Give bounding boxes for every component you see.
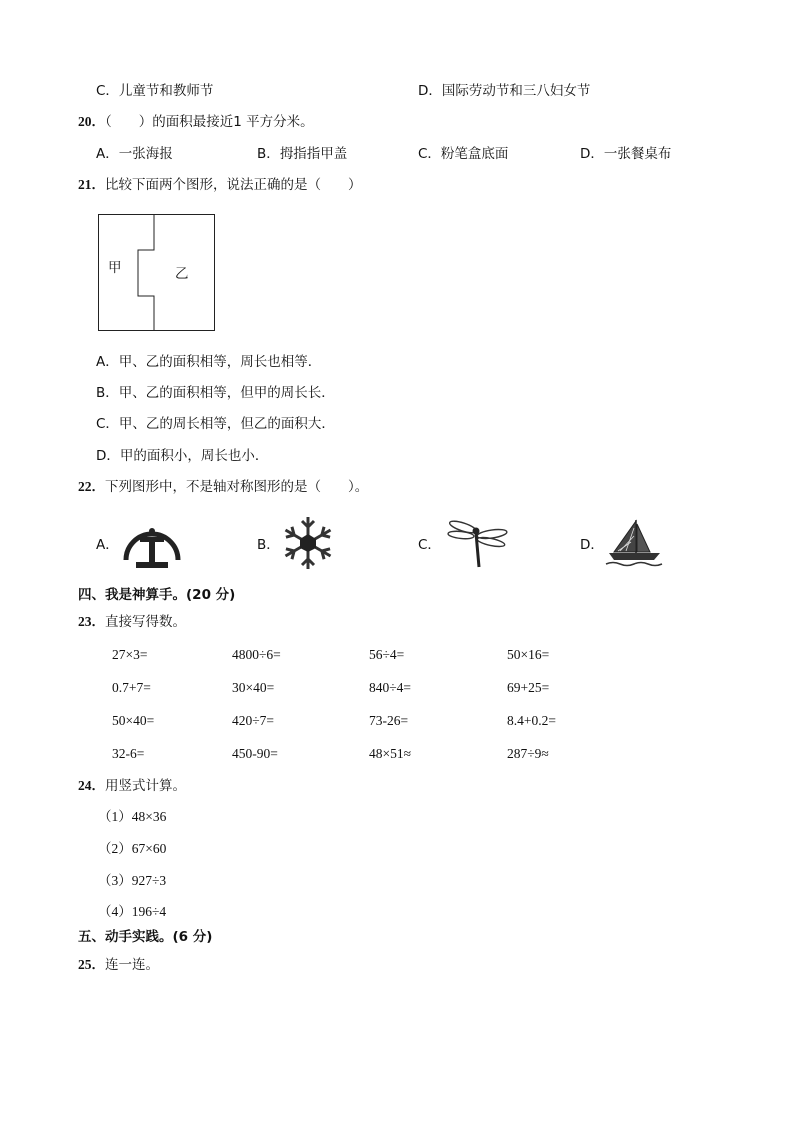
question-number: 22． <box>78 479 105 494</box>
question-stem: 直接写得数。 <box>105 614 186 630</box>
calc-item: 56÷4= <box>369 647 405 662</box>
question-number: 23． <box>78 614 105 629</box>
calc-item: 48×51≈ <box>369 746 412 761</box>
calc-item: 450-90= <box>232 746 278 761</box>
calc-item: 50×16= <box>507 647 550 662</box>
dragonfly-icon <box>446 518 510 570</box>
question-22 <box>78 478 368 496</box>
question-stem: （ ）的面积最接近1 平方分米。 <box>105 114 314 130</box>
question-number: 25． <box>78 957 105 972</box>
section-5-title: 五、动手实践。(6 分) <box>78 929 213 945</box>
calc-item: 69+25= <box>507 680 550 695</box>
q22-option-b-label: B． <box>257 537 280 553</box>
q20-option-d: D．一张餐桌布 <box>580 146 672 162</box>
q19-option-d: D．国际劳动节和三八妇女节 <box>418 83 591 99</box>
question-25 <box>78 956 159 974</box>
question-number: 24． <box>78 778 105 793</box>
question-number: 20． <box>78 114 105 129</box>
question-21 <box>78 176 362 194</box>
vertical-calc-item: （2）67×60 <box>98 841 167 856</box>
question-23 <box>78 613 186 631</box>
calc-item: 73-26= <box>369 713 409 728</box>
calc-item: 4800÷6= <box>232 647 281 662</box>
figure-label-yi: 乙 <box>175 266 189 282</box>
calc-item: 8.4+0.2= <box>507 713 556 728</box>
q20-option-c: C．粉笔盒底面 <box>418 146 509 162</box>
question-20 <box>78 113 314 131</box>
vertical-calc-item: （4）196÷4 <box>98 904 167 919</box>
arch-sign-icon <box>121 514 183 572</box>
question-stem: 下列图形中，不是轴对称图形的是（ ）。 <box>105 479 369 495</box>
vertical-calc-item: （3）927÷3 <box>98 873 167 888</box>
vertical-calc-item: （1）48×36 <box>98 809 167 824</box>
q21-option-a: A．甲、乙的面积相等，周长也相等． <box>96 354 322 370</box>
calc-item: 30×40= <box>232 680 275 695</box>
question-number: 21． <box>78 177 105 192</box>
calc-item: 32-6= <box>112 746 145 761</box>
q20-option-b: B．拇指指甲盖 <box>257 146 348 162</box>
figure-label-jia: 甲 <box>108 260 122 276</box>
question-stem: 比较下面两个图形，说法正确的是（ ） <box>105 177 362 193</box>
calc-item: 840÷4= <box>369 680 412 695</box>
q21-option-c: C．甲、乙的周长相等，但乙的面积大． <box>96 416 335 432</box>
q20-option-a: A．一张海报 <box>96 146 173 162</box>
question-stem: 用竖式计算。 <box>105 778 186 794</box>
calc-item: 0.7+7= <box>112 680 151 695</box>
sailboat-icon <box>606 518 662 568</box>
question-24 <box>78 777 186 795</box>
q22-option-d-label: D． <box>580 537 604 553</box>
dividing-line <box>138 215 154 331</box>
q22-option-a-label: A． <box>96 537 119 553</box>
q21-option-b: B．甲、乙的面积相等，但甲的周长长． <box>96 385 335 401</box>
calc-item: 27×3= <box>112 647 148 662</box>
calc-item: 287÷9≈ <box>507 746 549 761</box>
calc-item: 50×40= <box>112 713 155 728</box>
snowflake-icon <box>281 515 335 571</box>
section-4-title: 四、我是神算手。(20 分) <box>78 587 236 603</box>
calc-item: 420÷7= <box>232 713 275 728</box>
q19-option-c: C．儿童节和教师节 <box>96 83 214 99</box>
q21-option-d: D．甲的面积小，周长也小． <box>96 448 269 464</box>
q22-option-c-label: C． <box>418 537 441 553</box>
question-stem: 连一连。 <box>105 957 159 973</box>
